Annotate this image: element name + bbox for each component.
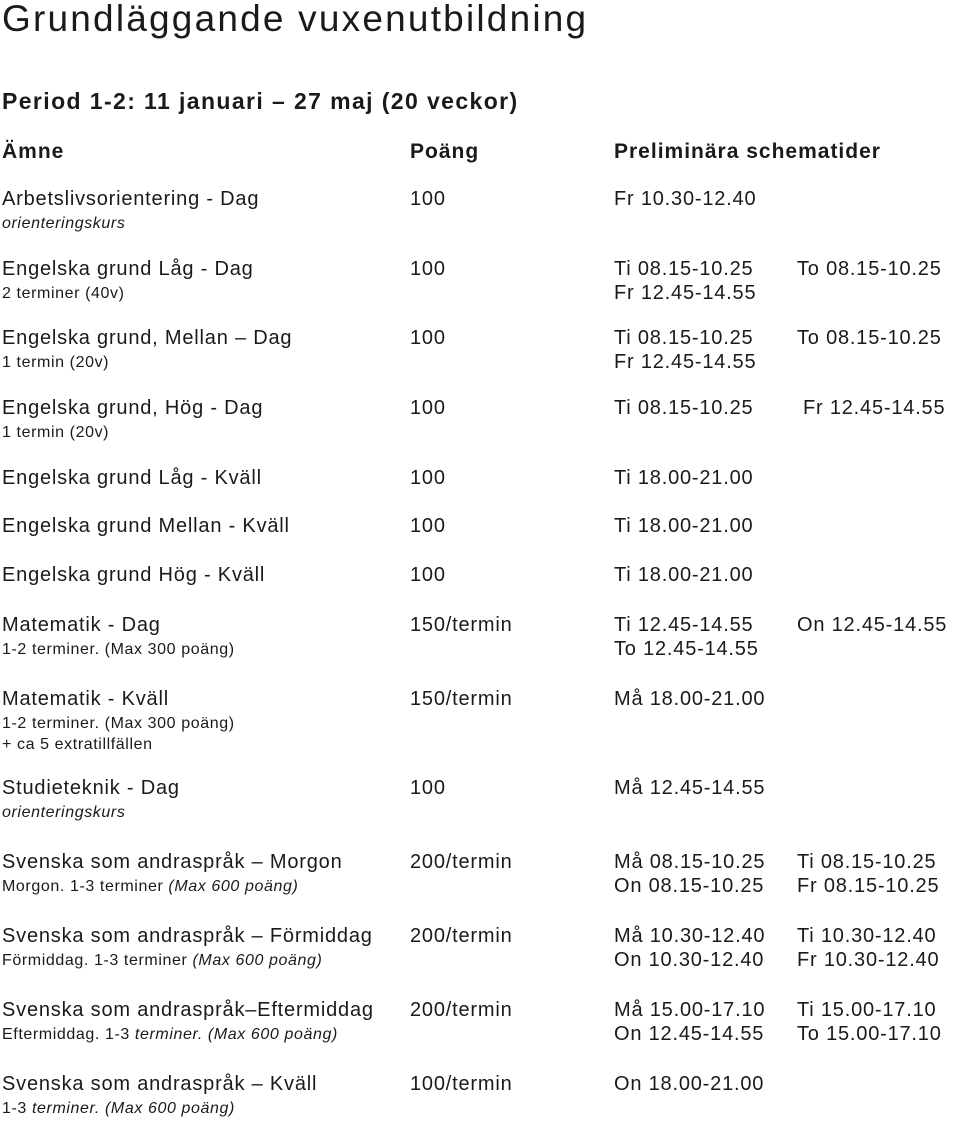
course-points: 100 xyxy=(410,258,446,280)
course-note-terms: 1-2 terminer. xyxy=(2,715,100,732)
course-time: On 18.00-21.00 xyxy=(614,1073,765,1095)
page-title: Grundläggande vuxenutbildning xyxy=(2,0,589,39)
course-points: 100/termin xyxy=(410,1073,513,1095)
course-note: orienteringskurs xyxy=(2,804,126,821)
course-note: 1 termin (20v) xyxy=(2,354,110,371)
course-points: 100 xyxy=(410,397,446,419)
course-time: Ti 18.00-21.00 xyxy=(614,564,754,586)
course-time: Må 15.00-17.10 xyxy=(614,999,766,1021)
course-note xyxy=(2,1100,235,1118)
course-time: Fr 08.15-10.25 xyxy=(797,875,940,897)
header-schedule: Preliminära schematider xyxy=(614,140,881,163)
course-note xyxy=(2,878,298,896)
course-name: Svenska som andraspråk – Kväll xyxy=(2,1073,318,1095)
course-note-max: terminer. (Max 600 poäng) xyxy=(129,1026,338,1043)
course-note: 2 terminer (40v) xyxy=(2,285,125,302)
course-note-terms: Förmiddag. 1-3 terminer xyxy=(2,952,188,969)
course-time: Ti 15.00-17.10 xyxy=(797,999,937,1021)
course-time: Ti 08.15-10.25 xyxy=(797,851,937,873)
course-note-max: (Max 300 poäng) xyxy=(99,715,235,732)
course-time: To 08.15-10.25 xyxy=(797,327,942,349)
course-time: On 08.15-10.25 xyxy=(614,875,765,897)
course-points: 100 xyxy=(410,467,446,489)
course-name: Engelska grund, Mellan – Dag xyxy=(2,327,293,349)
course-points: 200/termin xyxy=(410,851,513,873)
course-note: orienteringskurs xyxy=(2,215,126,232)
course-time: Ti 08.15-10.25 xyxy=(614,397,754,419)
course-name: Svenska som andraspråk – Förmiddag xyxy=(2,925,373,947)
course-name: Engelska grund Mellan - Kväll xyxy=(2,515,290,537)
course-note-terms: 1-3 xyxy=(2,1100,27,1117)
course-time: To 12.45-14.55 xyxy=(614,638,759,660)
course-name: Matematik - Kväll xyxy=(2,688,169,710)
course-points: 100 xyxy=(410,777,446,799)
course-time: Ti 18.00-21.00 xyxy=(614,515,754,537)
course-points: 200/termin xyxy=(410,925,513,947)
course-points: 100 xyxy=(410,327,446,349)
course-time: Ti 18.00-21.00 xyxy=(614,467,754,489)
course-time: Fr 12.45-14.55 xyxy=(614,351,757,373)
course-time: Fr 10.30-12.40 xyxy=(797,949,940,971)
course-time: On 12.45-14.55 xyxy=(614,1023,765,1045)
header-points: Poäng xyxy=(410,140,480,163)
course-name: Svenska som andraspråk – Morgon xyxy=(2,851,343,873)
course-row xyxy=(0,614,960,674)
course-points: 200/termin xyxy=(410,999,513,1021)
course-note-max: (Max 600 poäng) xyxy=(163,878,299,895)
course-points: 100 xyxy=(410,515,446,537)
course-points: 150/termin xyxy=(410,614,513,636)
course-note xyxy=(2,715,235,733)
course-time: On 12.45-14.55 xyxy=(797,614,948,636)
course-note xyxy=(2,952,322,970)
course-note-terms: Eftermiddag. 1-3 xyxy=(2,1026,130,1043)
course-row xyxy=(0,397,960,457)
course-name: Arbetslivsorientering - Dag xyxy=(2,188,260,210)
course-row xyxy=(0,1073,960,1133)
course-time: Må 12.45-14.55 xyxy=(614,777,766,799)
course-note-max: (Max 300 poäng) xyxy=(99,641,235,658)
course-note-max: terminer. (Max 600 poäng) xyxy=(26,1100,235,1117)
course-time: To 15.00-17.10 xyxy=(797,1023,942,1045)
course-time: Må 10.30-12.40 xyxy=(614,925,766,947)
course-note-max: (Max 600 poäng) xyxy=(187,952,323,969)
course-time: Fr 12.45-14.55 xyxy=(614,282,757,304)
course-time: Må 18.00-21.00 xyxy=(614,688,766,710)
course-time: On 10.30-12.40 xyxy=(614,949,765,971)
course-time: Ti 08.15-10.25 xyxy=(614,327,754,349)
course-row xyxy=(0,327,960,387)
course-row xyxy=(0,258,960,318)
course-points: 150/termin xyxy=(410,688,513,710)
course-time: Må 08.15-10.25 xyxy=(614,851,766,873)
course-note-terms: 1-2 terminer. xyxy=(2,641,100,658)
course-name: Studieteknik - Dag xyxy=(2,777,180,799)
course-row xyxy=(0,188,960,248)
course-row xyxy=(0,999,960,1059)
course-note-extra: + ca 5 extratillfällen xyxy=(2,736,153,753)
course-note xyxy=(2,1026,338,1044)
course-time: Fr 12.45-14.55 xyxy=(803,397,946,419)
course-note-terms: Morgon. 1-3 terminer xyxy=(2,878,164,895)
header-subject: Ämne xyxy=(2,140,65,163)
course-name: Svenska som andraspråk–Eftermiddag xyxy=(2,999,374,1021)
course-row xyxy=(0,688,960,758)
course-note: 1 termin (20v) xyxy=(2,424,110,441)
course-time: Ti 10.30-12.40 xyxy=(797,925,937,947)
course-name: Engelska grund Låg - Dag xyxy=(2,258,254,280)
course-row xyxy=(0,777,960,837)
course-time: Ti 08.15-10.25 xyxy=(614,258,754,280)
course-row xyxy=(0,851,960,911)
course-points: 100 xyxy=(410,188,446,210)
course-name: Engelska grund, Hög - Dag xyxy=(2,397,264,419)
course-name: Engelska grund Låg - Kväll xyxy=(2,467,262,489)
course-name: Engelska grund Hög - Kväll xyxy=(2,564,266,586)
course-time: Fr 10.30-12.40 xyxy=(614,188,757,210)
course-name: Matematik - Dag xyxy=(2,614,161,636)
course-time: To 08.15-10.25 xyxy=(797,258,942,280)
course-note xyxy=(2,641,235,659)
course-time: Ti 12.45-14.55 xyxy=(614,614,754,636)
period-heading: Period 1-2: 11 januari – 27 maj (20 veckor) xyxy=(2,88,519,114)
course-points: 100 xyxy=(410,564,446,586)
course-row xyxy=(0,925,960,985)
